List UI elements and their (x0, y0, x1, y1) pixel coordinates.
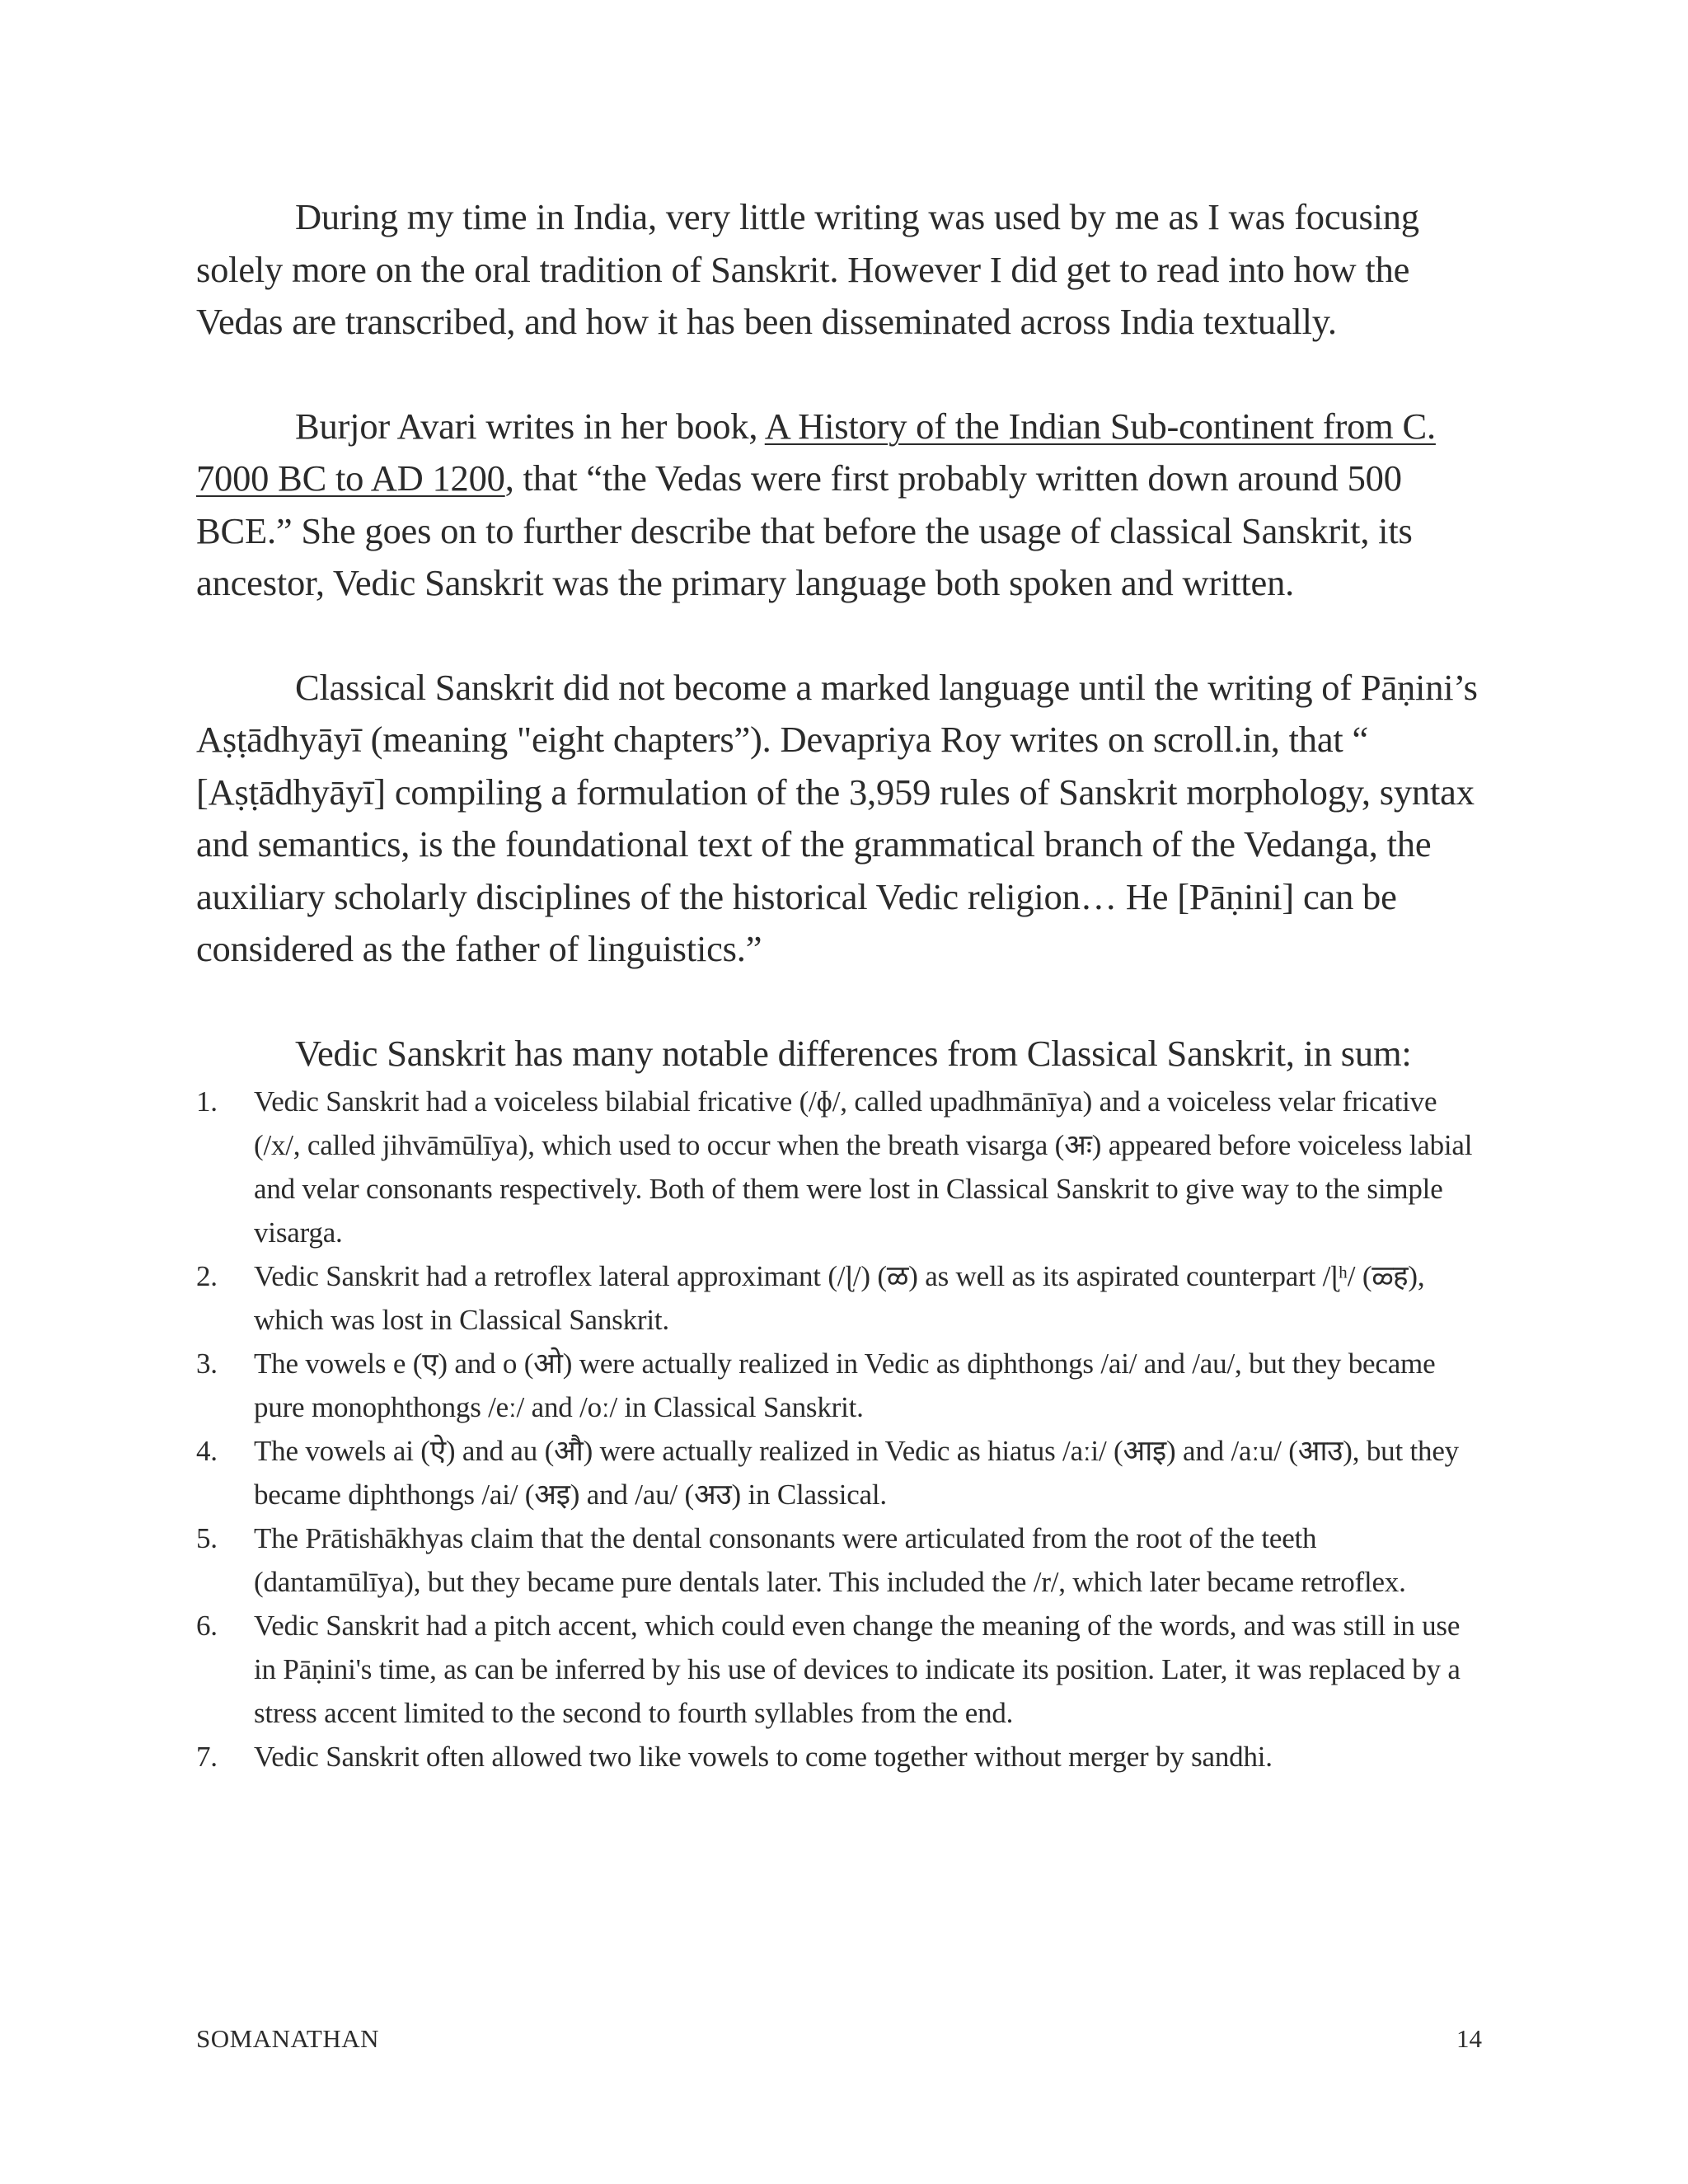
list-item (196, 1254, 1482, 1342)
footer-author: SOMANATHAN (196, 2024, 380, 2053)
list-item-number: 2. (196, 1260, 218, 1292)
book-title: A History of the Indian Sub-continent from C. 7000 BC to AD 1200 (196, 405, 1436, 499)
list-item-text: The vowels e (ए) and o (ओ) were actually realized in Vedic as diphthongs /ai/ and /au/, but they became pure monophthongs /eː/ and /oː/ in Classical Sanskrit. (254, 1347, 1436, 1423)
avari-quote-text: , that “the Vedas were first probably written down around 500 BCE.” She goes on to further describe that before the usage of classical Sanskrit, its ancestor, Vedic Sanskrit was the primary language both spoken and written. (196, 457, 1413, 603)
differences-list (196, 1080, 1482, 1779)
list-item-text: The vowels ai (ऐ) and au (औ) were actually realized in Vedic as hiatus /aːi/ (आइ) and /aːu/ (आउ), but they became diphthongs /ai/ (अइ) and /au/ (अउ) in Classical. (254, 1435, 1459, 1511)
list-item-number: 3. (196, 1347, 218, 1380)
list-item (196, 1604, 1482, 1735)
list-item-text: The Prātishākhyas claim that the dental consonants were articulated from the root of the teeth (dantamūlīya), but they became pure dentals later. This included the /r/, which later became retroflex. (254, 1522, 1406, 1598)
list-item-text: Vedic Sanskrit had a voiceless bilabial fricative (/ɸ/, called upadhmānīya) and a voiceless velar fricative (/x/, called jihvāmūlīya), which used to occur when the breath visarga (अः) appeared before voiceless labial and velar consonants respectively. Both of them were lost in Classical Sanskrit to give way to the simple visarga. (254, 1085, 1473, 1249)
list-item (196, 1516, 1482, 1604)
list-item-number: 1. (196, 1085, 218, 1118)
list-item (196, 1429, 1482, 1516)
paragraph-avari (196, 401, 1482, 610)
paragraph-oral-tradition: During my time in India, very little writing was used by me as I was focusing solely more on the oral tradition of Sanskrit. However I did get to read into how the Vedas are transcribed, and how it has been disseminated across India textually. (196, 196, 1419, 342)
page-number: 14 (1456, 2024, 1482, 2053)
list-item-number: 6. (196, 1610, 218, 1642)
list-item (196, 1342, 1482, 1429)
list-item (196, 1735, 1482, 1779)
list-item (196, 1080, 1482, 1254)
list-item-text: Vedic Sanskrit had a retroflex lateral approximant (/ɭ/) (ळ) as well as its aspirated counterpart /ɭʰ/ (ळ्ह), which was lost in Classical Sanskrit. (254, 1260, 1425, 1336)
paragraph-differences-intro: Vedic Sanskrit has many notable differences from Classical Sanskrit, in sum: (295, 1032, 1412, 1074)
list-item-number: 4. (196, 1435, 218, 1467)
list-item-text: Vedic Sanskrit often allowed two like vowels to come together without merger by sandhi. (254, 1741, 1273, 1773)
list-item-number: 7. (196, 1741, 218, 1773)
list-item-number: 5. (196, 1522, 218, 1554)
page-body (196, 191, 1482, 1779)
avari-intro-text: Burjor Avari writes in her book, (295, 405, 765, 447)
list-item-text: Vedic Sanskrit had a pitch accent, which could even change the meaning of the words, and was still in use in Pāṇini's time, as can be inferred by his use of devices to indicate its position. Later, it was replaced by a stress accent limited to the second to fourth syllables from the end. (254, 1610, 1461, 1729)
paragraph-panini: Classical Sanskrit did not become a marked language until the writing of Pāṇini’s Aṣṭādhyāyī (meaning "eight chapters”). Devapriya Roy writes on scroll.in, that “ [Aṣṭādhyāyī] compiling a formulation of the 3,959 rules of Sanskrit morphology, syntax and semantics, is the foundational text of the grammatical branch of the Vedanga, the auxiliary scholarly disciplines of the historical Vedic religion… He [Pāṇini] can be considered as the father of linguistics.” (196, 666, 1478, 969)
